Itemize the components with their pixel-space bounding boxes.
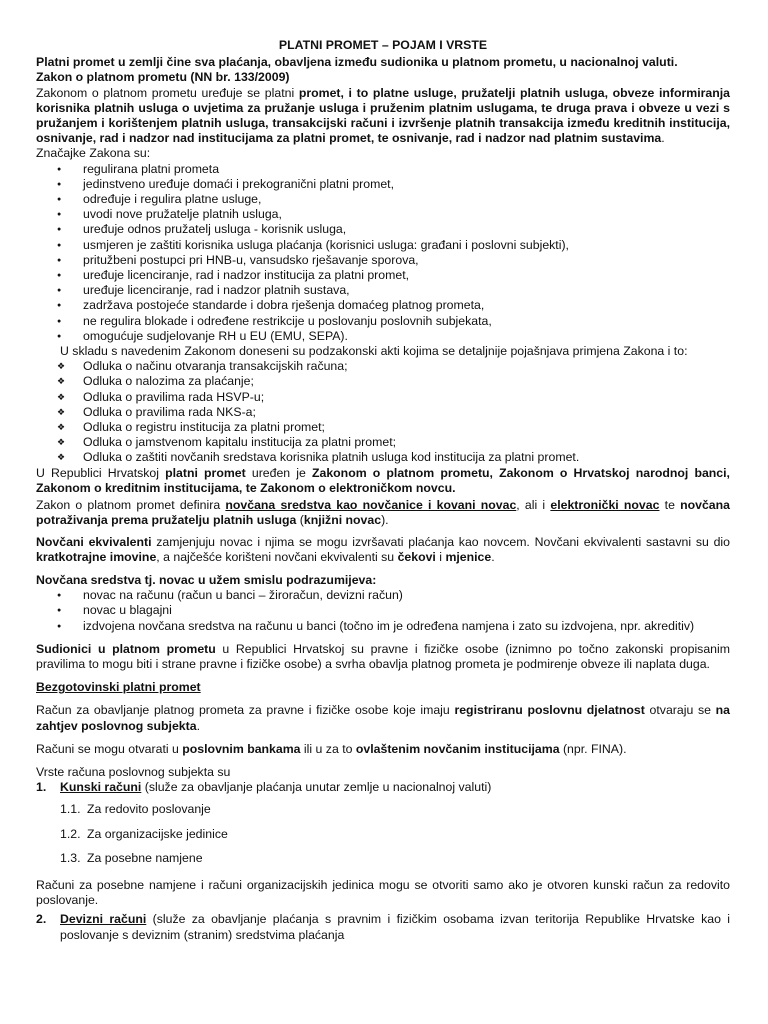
list-item: ❖ Odluka o pravilima rada NKS-a; <box>36 405 730 420</box>
list-item: ● usmjeren je zaštiti korisnika usluga plaćanja (korisnici usluga: građani i poslovni subjekti), <box>36 238 730 253</box>
list-item: ❖ Odluka o načinu otvaranja transakcijskih računa; <box>36 359 730 374</box>
list-item: ● novac u blagajni <box>36 603 730 618</box>
cashless-heading: Bezgotovinski platni promet <box>36 680 201 695</box>
list-item: ● omogućuje sudjelovanje RH u EU (EMU, SEPA). <box>36 329 730 344</box>
account-opening-paragraph: Račun za obavljanje platnog prometa za pravne i fizičke osobe koje imaju registriranu poslovnu djelatnost otvaraju se na zahtjev poslovnog subjekta. <box>36 703 730 733</box>
account-institutions-paragraph: Računi se mogu otvarati u poslovnim bankama ili u za to ovlaštenim novčanim institucijama (npr. FINA). <box>36 741 627 756</box>
list-item: ● uređuje licenciranje, rad i nadzor platnih sustava, <box>36 283 730 298</box>
list-item: ● zadržava postojeće standarde i dobra rješenja domaćeg platnog prometa, <box>36 298 730 313</box>
list-item: ● jedinstveno uređuje domaći i prekogranični platni promet, <box>36 177 730 192</box>
list-item: ● regulirana platni prometa <box>36 162 730 177</box>
sub-item: 1.2. Za organizacijske jedinice <box>60 826 228 841</box>
list-item: ● uvodi nove pružatelje platnih usluga, <box>36 207 730 222</box>
list-item: ❖ Odluka o jamstvenom kapitalu institucija za platni promet; <box>36 435 730 450</box>
sub-item: 1.1. Za redovito poslovanje <box>60 802 211 817</box>
money-intro: Novčana sredstva tj. novac u užem smislu podrazumijeva: <box>36 572 377 587</box>
special-accounts-paragraph: Računi za posebne namjene i računi organizacijskih jedinica mogu se otvoriti samo ako je otvoren kunski račun za redovito poslovanje. <box>36 877 730 908</box>
list-item: ❖ Odluka o pravilima rada HSVP-u; <box>36 390 730 405</box>
regulation-paragraph: U Republici Hrvatskoj platni promet uređen je Zakonom o platnom prometu, Zakonom o Hrvatskoj narodnoj banci, Zakonom o kreditnim institucijama, te Zakonom o elektroničkom novcu. <box>36 465 730 495</box>
features-intro: Značajke Zakona su: <box>36 146 151 161</box>
law-scope-paragraph: Zakonom o platnom prometu uređuje se platni promet, i to platne usluge, pružatelji platnih usluga, obveze informiranja korisnika platnih usluga o uvjetima za pružanje usluga i pruženim platnim uslugama, te druga prava i obveze u vezi s pružanjem i korištenjem platnih usluga, transakcijski računi i izvršenje platnih transakcija između kreditnih institucija, osnivanje, rad i nadzor nad institucijama za platni promet, te osnivanje, rad i nadzor nad platnim sustavima. <box>36 85 731 146</box>
acts-list <box>36 359 730 465</box>
account-type-foreign: 2. Devizni računi (služe za obavljanje plaćanja s pravnim i fizičkim osobama izvan teritorija Republike Hrvatske kao i poslovanje s deviznim (stranim) sredstvima plaćanja <box>36 912 730 942</box>
participants-paragraph: Sudionici u platnom prometu u Republici Hrvatskoj su pravne i fizičke osobe (iznimno po točno zakonski propisanim pravilima to mogu biti i strane pravne i fizičke osobe) a svrha obavlja platnog prometa je podmirenje obveze ili naplata duga. <box>36 641 730 671</box>
intro-definition: Platni promet u zemlji čine sva plaćanja, obavljena između sudionika u platnom prometu, u nacionalnoj valuti. <box>36 55 678 70</box>
acts-intro: U skladu s navedenim Zakonom doneseni su podzakonski akti kojima se detaljnije pojašnjava primjena Zakona i to: <box>60 344 688 359</box>
money-list <box>36 588 730 634</box>
list-item: ● uređuje odnos pružatelj usluga - korisnik usluga, <box>36 222 730 237</box>
list-item: ❖ Odluka o nalozima za plaćanje; <box>36 374 730 389</box>
list-item: ❖ Odluka o registru institucija za platni promet; <box>36 420 730 435</box>
list-item: ● ne regulira blokade i određene restrikcije u poslovanju poslovnih subjekata, <box>36 314 730 329</box>
list-item: ● novac na računu (račun u banci – žiroračun, devizni račun) <box>36 588 730 603</box>
account-types-intro: Vrste računa poslovnog subjekta su <box>36 764 231 779</box>
features-list <box>36 162 730 344</box>
list-item: ● pritužbeni postupci pri HNB-u, vansudsko rješavanje sporova, <box>36 253 730 268</box>
equivalents-paragraph: Novčani ekvivalenti zamjenjuju novac i njima se mogu izvršavati plaćanja kao novcem. Novčani ekvivalenti sastavni su dio kratkotrajne imovine, a najčešće korišteni novčani ekvivalenti su čekovi i mjenice. <box>36 534 730 564</box>
list-item: ● uređuje licenciranje, rad i nadzor institucija za platni promet, <box>36 268 730 283</box>
list-item: ❖ Odluka o zaštiti novčanih sredstava korisnika platnih usluga kod institucija za platni promet. <box>36 450 730 465</box>
list-item: ● izdvojena novčana sredstva na računu u banci (točno im je određena namjena i zato su izdvojena, npr. akreditiv) <box>36 619 730 634</box>
money-definition-paragraph: Zakon o platnom promet definira novčana sredstva kao novčanice i kovani novac, ali i elektronički novac te novčana potraživanja prema pružatelju platnih usluga (knjižni novac). <box>36 498 730 528</box>
account-type-kuna: 1. Kunski računi (služe za obavljanje plaćanja unutar zemlje u nacionalnoj valuti) <box>36 780 492 795</box>
sub-item: 1.3. Za posebne namjene <box>60 850 203 865</box>
law-heading: Zakon o platnom prometu (NN br. 133/2009) <box>36 70 290 85</box>
document-title: PLATNI PROMET – POJAM I VRSTE <box>278 38 488 52</box>
list-item: ● određuje i regulira platne usluge, <box>36 192 730 207</box>
